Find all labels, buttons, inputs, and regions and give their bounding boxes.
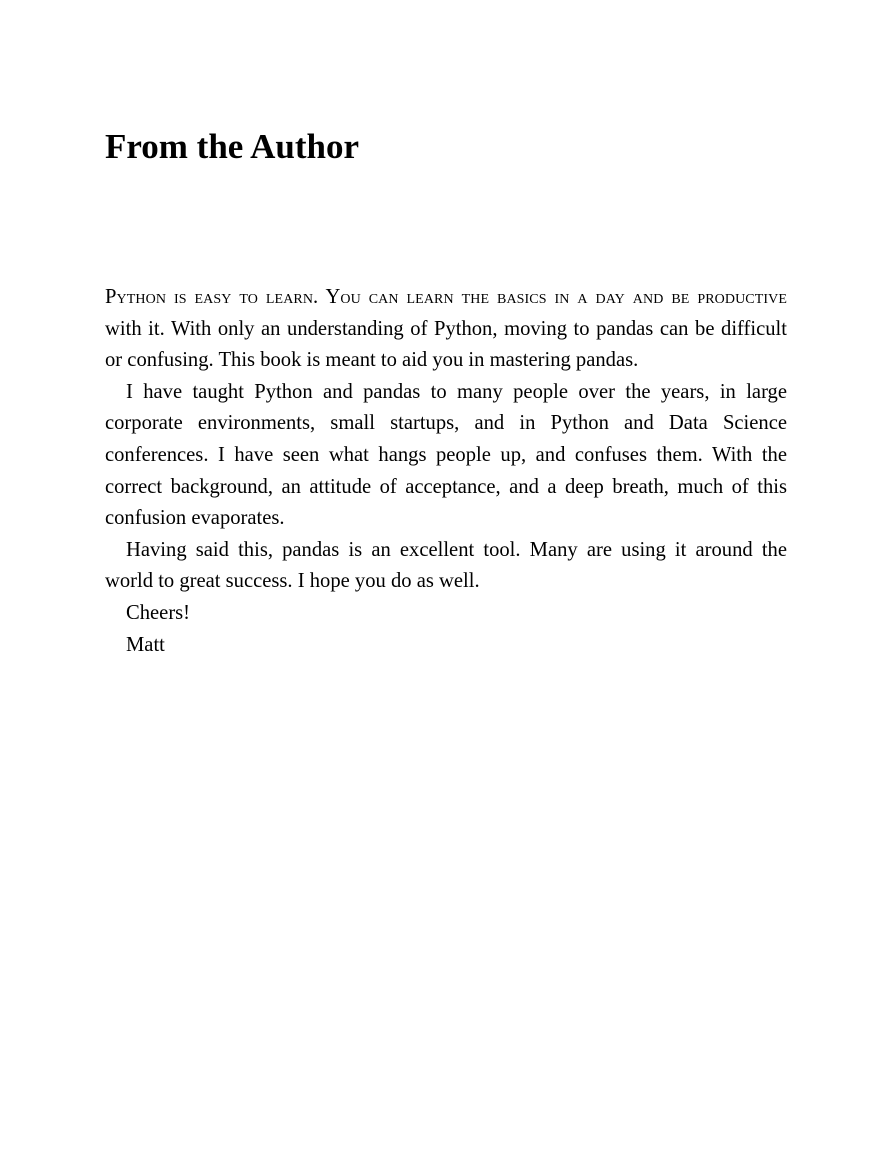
paragraph-conclusion: Having said this, pandas is an excellent tool. Many are using it around the world to great success. I hope you do as well. bbox=[105, 538, 787, 593]
author-signature: Matt bbox=[126, 633, 165, 656]
closing-salutation: Cheers! bbox=[126, 601, 191, 624]
chapter-title: From the Author bbox=[105, 127, 360, 166]
small-caps-lead-in: Python is easy to learn. You can learn the basics in a day and be productive bbox=[105, 286, 787, 308]
paragraph-intro-rest: with it. With only an understanding of Python, moving to pandas can be difficult or confusing. This book is meant to aid you in mastering pandas. bbox=[105, 317, 787, 372]
paragraph-intro bbox=[105, 282, 787, 377]
body-text bbox=[105, 282, 787, 661]
paragraph-experience: I have taught Python and pandas to many people over the years, in large corporate environments, small startups, and in Python and Data Science conferences. I have seen what hangs people up, and confuses them. With the correct background, an attitude of acceptance, and a deep breath, much of this confusion evaporates. bbox=[105, 380, 787, 530]
